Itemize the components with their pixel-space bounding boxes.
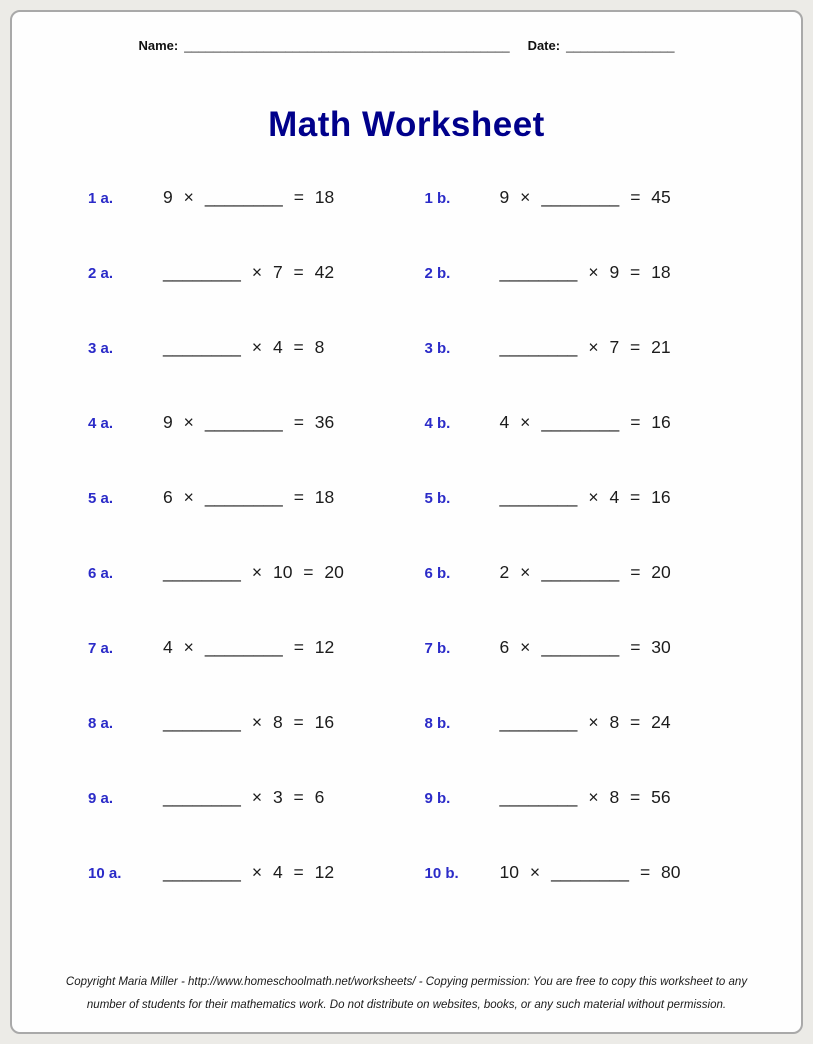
name-blank-line: _____________________________________________ (184, 38, 510, 53)
name-label: Name: (138, 38, 179, 53)
equation-before-text: 4 × (499, 412, 531, 432)
equation-blank: ________ (163, 337, 241, 357)
equation-after-text: = 45 (630, 187, 671, 207)
problem (88, 712, 425, 787)
problem-label: 10 a. (88, 865, 122, 882)
problem-label: 3 b. (424, 340, 451, 357)
problem (425, 412, 762, 487)
equation (500, 787, 671, 808)
equation-after-text: × 7 = 42 (251, 262, 335, 282)
problem (425, 337, 762, 412)
equation-after-text: = 18 (293, 187, 335, 207)
problem-label: 10 b. (424, 865, 459, 882)
header (12, 38, 801, 53)
equation (500, 337, 671, 358)
problem (88, 787, 425, 862)
equation (163, 862, 334, 883)
equation-after-text: × 4 = 16 (588, 487, 671, 507)
equation-blank: ________ (499, 487, 578, 507)
problem (88, 487, 425, 562)
equation-after-text: = 36 (293, 412, 335, 432)
equation-before-text: 9 × (499, 187, 531, 207)
worksheet-title: Math Worksheet (268, 105, 545, 144)
equation-blank: ________ (163, 562, 241, 582)
equation-before-text: 9 × (163, 412, 194, 432)
problem (88, 337, 425, 412)
problem-label: 4 b. (424, 415, 451, 432)
problem-label: 1 b. (424, 190, 451, 207)
problem-label: 9 b. (424, 790, 451, 807)
equation-after-text: × 7 = 21 (588, 337, 671, 357)
equation-blank: ________ (499, 262, 578, 282)
name-field-group (138, 38, 509, 53)
equation (500, 262, 671, 283)
footer-line-2: number of students for their mathematics work. Do not distribute on websites, books, or any such material without permission. (86, 998, 727, 1011)
equation-after-text: × 10 = 20 (251, 562, 344, 582)
problem-label: 1 a. (88, 190, 114, 207)
problem-label: 4 a. (88, 415, 114, 432)
equation (163, 712, 334, 733)
equation (163, 562, 344, 583)
problem-label: 7 b. (424, 640, 451, 657)
equation-before-text: 4 × (163, 637, 194, 657)
equation (163, 637, 334, 658)
equation-after-text: × 8 = 56 (588, 787, 671, 807)
problem-label: 6 b. (424, 565, 451, 582)
equation-blank: ________ (163, 712, 241, 732)
equation-blank: ________ (499, 787, 578, 807)
problem (425, 487, 762, 562)
date-field-group (528, 38, 675, 53)
equation-blank: ________ (541, 187, 620, 207)
footer-line-1: Copyright Maria Miller - http://www.homeschoolmath.net/worksheets/ - Copying permission: You are free to copy this worksheet to any (65, 976, 748, 989)
problems-grid (88, 187, 761, 937)
problem (425, 637, 762, 712)
equation (163, 412, 334, 433)
equation (163, 337, 324, 358)
problem (425, 262, 762, 337)
equation-blank: ________ (204, 412, 283, 432)
equation-before-text: 2 × (499, 562, 531, 582)
equation-blank: ________ (541, 562, 620, 582)
problem (88, 412, 425, 487)
equation (163, 187, 334, 208)
equation-after-text: × 9 = 18 (588, 262, 671, 282)
equation-before-text: 6 × (163, 487, 194, 507)
equation-after-text: = 20 (630, 562, 671, 582)
equation-blank: ________ (541, 412, 620, 432)
problem (88, 187, 425, 262)
problem-label: 5 b. (424, 490, 451, 507)
equation-after-text: = 30 (630, 637, 671, 657)
worksheet-page (10, 10, 803, 1034)
problem-label: 7 a. (88, 640, 114, 657)
problem-label: 2 a. (88, 265, 114, 282)
equation-after-text: = 12 (293, 637, 335, 657)
date-blank-line: _______________ (566, 38, 675, 53)
problem (88, 262, 425, 337)
problem-label: 8 a. (88, 715, 114, 732)
equation (500, 712, 671, 733)
equation-after-text: × 8 = 24 (588, 712, 671, 732)
problem-label: 6 a. (88, 565, 114, 582)
equation (500, 487, 671, 508)
equation (500, 412, 671, 433)
equation-after-text: × 4 = 8 (251, 337, 325, 357)
equation (500, 187, 671, 208)
equation (500, 562, 671, 583)
equation-after-text: × 8 = 16 (251, 712, 335, 732)
problem-label: 5 a. (88, 490, 114, 507)
problem (425, 862, 762, 937)
problem (425, 187, 762, 262)
problem-label: 2 b. (424, 265, 451, 282)
equation (500, 637, 671, 658)
equation-blank: ________ (163, 262, 241, 282)
equation (163, 487, 334, 508)
equation-before-text: 10 × (499, 862, 541, 882)
equation (163, 787, 324, 808)
problem (88, 562, 425, 637)
equation (500, 862, 681, 883)
footer (12, 971, 801, 1016)
problem (425, 787, 762, 862)
equation-before-text: 6 × (499, 637, 531, 657)
equation-blank: ________ (204, 487, 283, 507)
equation-blank: ________ (551, 862, 629, 882)
equation-blank: ________ (163, 787, 241, 807)
problem (88, 637, 425, 712)
equation (163, 262, 334, 283)
equation-blank: ________ (204, 187, 283, 207)
equation-blank: ________ (541, 637, 620, 657)
equation-blank: ________ (499, 712, 578, 732)
problem-label: 8 b. (424, 715, 451, 732)
problem (88, 862, 425, 937)
equation-after-text: × 3 = 6 (251, 787, 325, 807)
problem-label: 9 a. (88, 790, 114, 807)
equation-after-text: = 80 (639, 862, 681, 882)
problem-label: 3 a. (88, 340, 114, 357)
equation-before-text: 9 × (163, 187, 194, 207)
equation-after-text: × 4 = 12 (251, 862, 335, 882)
equation-blank: ________ (163, 862, 241, 882)
equation-after-text: = 16 (630, 412, 671, 432)
equation-blank: ________ (204, 637, 283, 657)
equation-blank: ________ (499, 337, 578, 357)
problem (425, 712, 762, 787)
problem (425, 562, 762, 637)
equation-after-text: = 18 (293, 487, 335, 507)
date-label: Date: (527, 38, 561, 53)
